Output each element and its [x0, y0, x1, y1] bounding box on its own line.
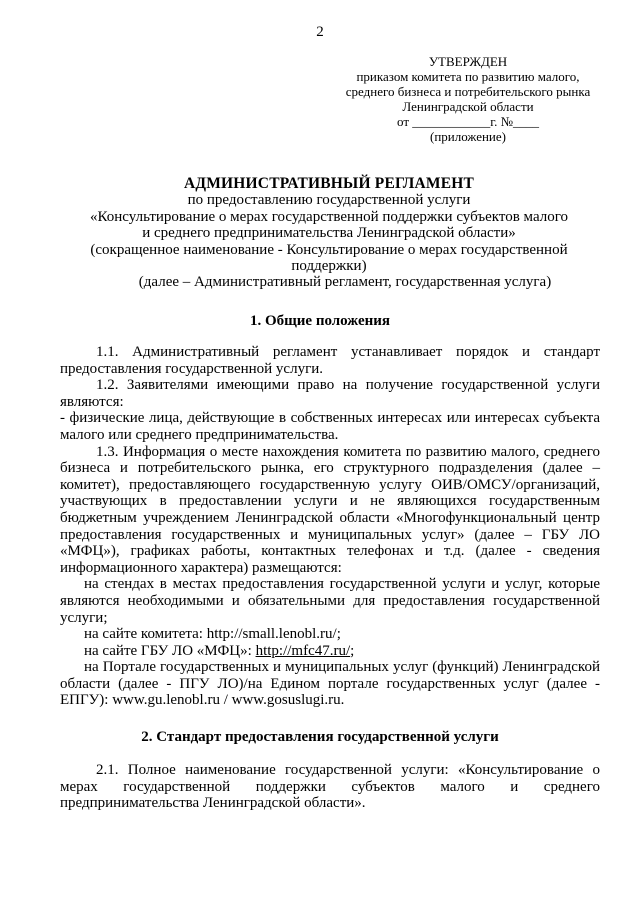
- section-general-body: [60, 344, 600, 709]
- section-heading-standard: 2. Стандарт предоставления государственной услуги: [141, 729, 499, 745]
- paragraph: на сайте комитета: http://small.lenobl.ru/;: [84, 626, 341, 643]
- section-standard-body: [60, 762, 600, 812]
- title-line: и среднего предпринимательства Ленинградской области»: [142, 225, 516, 242]
- title-line: поддержки): [291, 258, 367, 275]
- title-line: (сокращенное наименование - Консультирование о мерах государственной: [90, 241, 568, 258]
- approval-annex: (приложение): [429, 129, 506, 144]
- paragraph: на Портале государственных и муниципальных услуг (функций) Ленинградской области (далее - ПГУ ЛО)/на Едином портале государственных услуг (далее - ЕПГУ): www.gu.lenobl.ru / www.gosuslugi.ru.: [60, 659, 600, 709]
- mfc-website-link[interactable]: http://mfc47.ru/: [255, 642, 351, 659]
- paragraph: [60, 643, 600, 660]
- document-title-block: [66, 176, 592, 291]
- title-line: (далее – Административный регламент, государственная услуга): [138, 274, 552, 291]
- approval-title: УТВЕРЖДЕН: [428, 54, 508, 69]
- page-number: 2: [316, 24, 324, 40]
- approval-date-line: от ____________г. №____: [396, 114, 540, 129]
- section-heading-general: 1. Общие положения: [249, 313, 391, 329]
- paragraph: - физические лица, действующие в собственных интересах или интересах субъекта малого или среднего предпринимательства.: [60, 410, 600, 443]
- text: на сайте ГБУ ЛО «МФЦ»:: [84, 642, 256, 659]
- approval-line: среднего бизнеса и потребительского рынка: [345, 84, 591, 99]
- paragraph: 1.1. Административный регламент устанавливает порядок и стандарт предоставления государственной услуги.: [60, 344, 600, 377]
- paragraph: на стендах в местах предоставления государственной услуги и услуг, которые являются необходимыми и обязательными для предоставления государственной услуги;: [60, 576, 600, 626]
- approval-stamp: [332, 54, 604, 144]
- approval-line: приказом комитета по развитию малого,: [356, 69, 580, 84]
- title-line: по предоставлению государственной услуги: [187, 192, 471, 209]
- paragraph: 1.3. Информация о месте нахождения комитета по развитию малого, среднего бизнеса и потребительского рынка, его структурного подразделения (далее – комитет), предоставляющего государственную услугу ОИВ/ОМСУ/организаций, участвующих в предоставлении услуги и не являющихся государственным бюджетным учреждением Ленинградской области «Многофункциональный центр предоставления государственных и муниципальных услуг» (далее – ГБУ ЛО «МФЦ»), графиках работы, контактных телефонах и т.д. (далее - сведения информационного характера) размещаются:: [60, 443, 600, 576]
- paragraph: 2.1. Полное наименование государственной услуги: «Консультирование о мерах государственной поддержки субъектов малого и среднего предпринимательства Ленинградской области».: [60, 762, 600, 812]
- document-title: АДМИНИСТРАТИВНЫЙ РЕГЛАМЕНТ: [183, 175, 475, 192]
- text: ;: [350, 642, 355, 659]
- paragraph: 1.2. Заявителями имеющими право на получение государственной услуги являются:: [60, 377, 600, 410]
- approval-line: Ленинградской области: [402, 99, 534, 114]
- title-line: «Консультирование о мерах государственной поддержки субъектов малого: [90, 208, 568, 225]
